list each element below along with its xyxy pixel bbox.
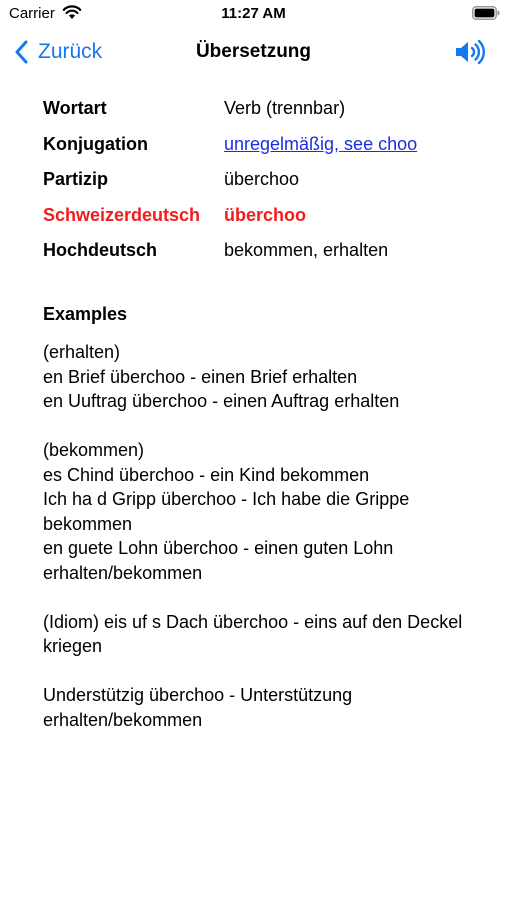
detail-row-schweizerdeutsch xyxy=(43,203,483,239)
carrier-label: Carrier xyxy=(9,5,55,22)
example-line: (bekommen) xyxy=(43,440,145,460)
example-line: Ich ha d Gripp überchoo - Ich habe die Grippe bekommen xyxy=(43,489,410,534)
back-button-label: Zurück xyxy=(38,40,103,63)
battery-icon xyxy=(472,6,500,20)
detail-label: Konjugation xyxy=(43,133,148,154)
detail-label: Hochdeutsch xyxy=(43,240,158,260)
examples-heading: Examples xyxy=(43,304,128,324)
detail-row-wortart xyxy=(43,96,483,132)
example-group xyxy=(43,438,473,585)
speaker-icon[interactable] xyxy=(454,39,486,65)
detail-row-partizip xyxy=(43,167,483,203)
conjugation-link[interactable]: unregelmäßig, see choo xyxy=(224,133,418,154)
word-details xyxy=(43,96,483,274)
example-group xyxy=(43,340,473,414)
example-line: (erhalten) xyxy=(43,342,121,362)
detail-value: Verb (trennbar) xyxy=(224,98,346,118)
navigation-bar xyxy=(0,30,507,74)
example-group xyxy=(43,683,473,732)
detail-label: Schweizerdeutsch xyxy=(43,204,201,225)
detail-row-hochdeutsch xyxy=(43,238,483,274)
detail-value: überchoo xyxy=(224,204,307,225)
example-group xyxy=(43,610,473,659)
example-line: en Brief überchoo - einen Brief erhalten xyxy=(43,366,358,387)
detail-value: überchoo xyxy=(224,169,300,189)
detail-label: Wortart xyxy=(43,98,107,118)
example-line: en guete Lohn überchoo - einen guten Lohn erhalten/bekommen xyxy=(43,538,394,583)
example-line: (Idiom) eis uf s Dach überchoo - eins auf den Deckel kriegen xyxy=(43,611,463,656)
status-bar xyxy=(0,0,507,30)
page-title: Übersetzung xyxy=(195,41,312,62)
example-line: Understützig überchoo - Unterstützung erhalten/bekommen xyxy=(43,685,353,730)
detail-value: bekommen, erhalten xyxy=(224,240,389,260)
example-line: es Chind überchoo - ein Kind bekommen xyxy=(43,464,370,485)
detail-row-konjugation xyxy=(43,132,483,168)
examples-list xyxy=(43,340,473,757)
example-line: en Uuftrag überchoo - einen Auftrag erhalten xyxy=(43,391,400,411)
status-time: 11:27 AM xyxy=(221,5,286,22)
detail-label: Partizip xyxy=(43,169,109,189)
